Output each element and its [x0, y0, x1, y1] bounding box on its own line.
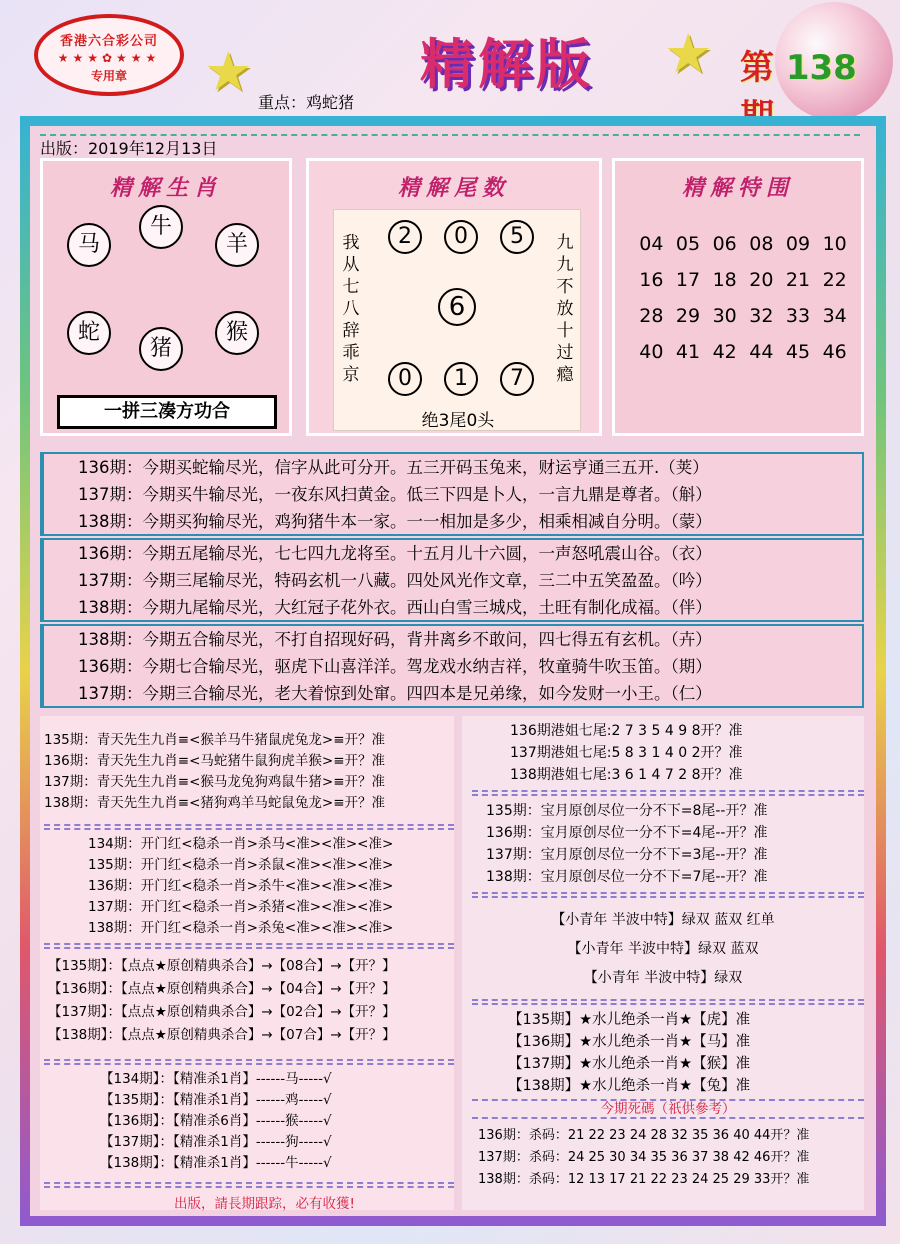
verse-line: 137期：今期三尾输尽光，特码玄机一八藏。四处风光作文章，三二中五笑盈盈。（吟） — [78, 571, 712, 590]
special-number: 20 — [749, 269, 774, 291]
special-number: 10 — [822, 233, 847, 255]
kaimen-line: 137期：开门红<稳杀一肖>杀猪<准><准><准> — [88, 899, 394, 915]
verse-line: 136期：今期七合输尽光，驱虎下山喜洋洋。驾龙戏水纳吉祥，牧童骑牛吹玉笛。（期） — [78, 657, 712, 676]
zodiac-panel — [40, 158, 292, 436]
divider — [472, 790, 864, 796]
special-number: 28 — [639, 305, 664, 327]
left-verse — [342, 232, 360, 386]
special-number: 45 — [785, 341, 811, 363]
footer-note: 出版，請長期跟踪，必有收獲! — [174, 1196, 355, 1212]
tail-panel — [306, 158, 602, 436]
diandian-line: 【136期】：【点点★原创精典杀合】→【04合】→【开？】 — [48, 981, 396, 997]
right-verse — [556, 232, 574, 386]
divider — [472, 892, 864, 898]
jingzhun-line: 【136期】：【精准杀6肖】------猴-----√ — [100, 1113, 332, 1129]
special-number: 41 — [675, 341, 701, 363]
star-icon-left: ★ — [204, 40, 253, 103]
kaimen-line: 136期：开门红<稳杀一肖>杀牛<准><准><准> — [88, 878, 394, 894]
kaimen-line: 135期：开门红<稳杀一肖>杀鼠<准><准><准> — [88, 857, 394, 873]
special-number: 08 — [749, 233, 774, 255]
verse-box-combo — [40, 624, 864, 708]
seal-line-3: 专用章 — [90, 69, 127, 83]
kaimen-line: 138期：开门红<稳杀一肖>杀兔<准><准><准> — [88, 920, 394, 936]
zodiac-circle: 猪 — [139, 327, 183, 371]
verse-char: 十 — [556, 321, 574, 341]
special-panel — [612, 158, 864, 436]
divider — [44, 943, 454, 949]
right-lower-panel — [462, 716, 864, 1210]
xiaoqing-line: 【小青年 半波中特】绿双 蓝双 红单 — [551, 912, 775, 928]
verse-char: 放 — [556, 299, 574, 319]
special-number: 32 — [749, 305, 774, 327]
baoyue-line: 138期：宝月原创尽位一分不下=7尾--开？准 — [486, 869, 768, 885]
special-panel-title: 精解特围 — [681, 176, 794, 201]
special-number: 34 — [822, 305, 847, 327]
verse-char: 过 — [556, 343, 574, 363]
gangjie-block — [472, 720, 864, 786]
jingzhun-line: 【138期】：【精准杀1肖】------牛-----√ — [100, 1155, 332, 1171]
seal-line-1: 香港六合彩公司 — [59, 34, 158, 49]
special-number: 46 — [822, 341, 847, 363]
death-line: 138期：杀码：12 13 17 21 22 23 24 25 29 33开？准 — [478, 1172, 810, 1187]
zodiac-circle: 蛇 — [67, 311, 111, 355]
tail-box — [333, 209, 581, 431]
verse-line: 138期：今期五合输尽光，不打自招现好码，背井离乡不敢问，四七得五有玄机。（卉） — [78, 630, 712, 649]
special-number: 22 — [822, 269, 847, 291]
divider — [44, 1182, 454, 1188]
verse-char: 我 — [342, 233, 360, 253]
shuier-line: 【137期】★水儿绝杀一肖★【猴】准 — [508, 1056, 751, 1072]
verse-line: 137期：今期三合输尽光，老大着惊到处窜。四四本是兄弟缘，如今发财一小王。（仁） — [78, 684, 712, 703]
gangjie-line: 137期港姐七尾:5 8 3 1 4 0 2开？准 — [510, 745, 743, 761]
kaimen-block — [44, 834, 454, 939]
special-number: 06 — [712, 233, 737, 255]
divider — [472, 999, 864, 1005]
death-line: 136期：杀码：21 22 23 24 28 32 35 36 40 44开？准 — [478, 1128, 810, 1143]
tail-digit: 5 — [500, 220, 534, 254]
zodiac-circle: 猴 — [215, 311, 259, 355]
baoyue-line: 136期：宝月原创尽位一分不下=4尾--开？准 — [486, 825, 768, 841]
tail-digit: 0 — [388, 362, 422, 396]
verse-char: 九 — [556, 233, 574, 253]
tail-digit: 1 — [444, 362, 478, 396]
diandian-line: 【137期】：【点点★原创精典杀合】→【02合】→【开？】 — [48, 1004, 396, 1020]
verse-line: 136期：今期买蛇输尽光，信字从此可分开。五三开码玉兔来，财运亨通三五开.（荚） — [78, 458, 709, 477]
tail-panel-title: 精解尾数 — [397, 176, 510, 201]
seal-line-2: ★★★✿★★★ — [57, 51, 161, 65]
diandian-block — [44, 955, 454, 1047]
qingtian-line: 136期：青天先生九肖≡<马蛇猪牛鼠狗虎羊猴>≡开？准 — [44, 753, 386, 769]
star-icon-right: ★ — [664, 22, 713, 85]
death-block — [472, 1125, 864, 1191]
verse-line: 138期：今期九尾输尽光，大红冠子花外衣。西山白雪三城戍，土旺有制化成福。（伴） — [78, 598, 712, 617]
special-number: 30 — [712, 305, 737, 327]
shuier-line: 【136期】★水儿绝杀一肖★【马】准 — [508, 1034, 751, 1050]
zodiac-circle: 羊 — [215, 223, 259, 267]
kaimen-line: 134期：开门红<稳杀一肖>杀马<准><准><准> — [88, 836, 394, 852]
qingtian-line: 138期：青天先生九肖≡<猪狗鸡羊马蛇鼠兔龙>≡开？准 — [44, 795, 386, 811]
xiaoqing-line: 【小青年 半波中特】绿双 — [583, 970, 743, 986]
xiaoqing-line: 【小青年 半波中特】绿双 蓝双 — [567, 941, 759, 957]
qingtian-line: 135期：青天先生九肖≡<猴羊马牛猪鼠虎兔龙>≡开？准 — [44, 732, 386, 748]
tail-digit: 2 — [388, 220, 422, 254]
combo-label: 一拼三凑方功合 — [57, 395, 277, 429]
tail-digit-center: 6 — [438, 288, 476, 326]
death-line: 137期：杀码：24 25 30 34 35 36 37 38 42 46开？准 — [478, 1150, 810, 1165]
tail-digit: 0 — [444, 220, 478, 254]
zodiac-circle: 牛 — [139, 205, 183, 249]
verse-char: 京 — [342, 365, 360, 385]
shuier-block — [472, 1009, 864, 1097]
special-number: 44 — [749, 341, 774, 363]
verse-box-tail — [40, 538, 864, 622]
special-number: 21 — [785, 269, 811, 291]
qingtian-line: 137期：青天先生九肖≡<猴马龙兔狗鸡鼠牛猪>≡开？准 — [44, 774, 386, 790]
special-number: 40 — [639, 341, 664, 363]
verse-char: 辞 — [342, 321, 360, 341]
verse-char: 八 — [342, 299, 360, 319]
verse-line: 136期：今期五尾输尽光，七七四九龙将至。十五月儿十六圆，一声怒吼震山谷。（衣） — [78, 544, 712, 563]
issue-value: 138 — [785, 48, 857, 88]
company-seal — [34, 14, 184, 96]
verse-char: 乖 — [342, 343, 360, 363]
special-number: 05 — [675, 233, 701, 255]
death-title: 今期死碼（祇供參考） — [472, 1099, 864, 1119]
tail-note: 绝3尾0头 — [421, 411, 495, 431]
jingzhun-block — [44, 1069, 454, 1174]
gangjie-line: 136期港姐七尾:2 7 3 5 4 9 8开？准 — [510, 723, 743, 739]
left-lower-panel — [40, 716, 454, 1210]
verse-box-zodiac — [40, 452, 864, 536]
jingzhun-line: 【134期】：【精准杀1肖】------马-----√ — [100, 1071, 332, 1087]
special-number: 18 — [712, 269, 737, 291]
diandian-line: 【138期】：【点点★原创精典杀合】→【07合】→【开？】 — [48, 1027, 396, 1043]
special-number: 33 — [785, 305, 811, 327]
divider — [44, 1059, 454, 1065]
baoyue-line: 135期：宝月原创尽位一分不下=8尾--开？准 — [486, 803, 768, 819]
page-title: 精解版 — [420, 33, 594, 96]
publish-date: 出版：2019年12月13日 — [40, 134, 860, 156]
baoyue-block — [472, 800, 864, 888]
verse-line: 137期：今期买牛输尽光，一夜东风扫黄金。低三下四是卜人，一言九鼎是尊者。（斛） — [78, 485, 712, 504]
focus-text: 重点：鸡蛇猪 — [258, 93, 355, 112]
jingzhun-line: 【135期】：【精准杀1肖】------鸡-----√ — [100, 1092, 332, 1108]
issue-prefix: 第 — [740, 48, 774, 88]
special-number: 17 — [675, 269, 701, 291]
special-number: 09 — [785, 233, 811, 255]
diandian-line: 【135期】：【点点★原创精典杀合】→【08合】→【开？】 — [48, 958, 396, 974]
special-number: 42 — [712, 341, 737, 363]
special-number-grid — [633, 233, 853, 363]
verse-char: 九 — [556, 255, 574, 275]
special-number: 29 — [675, 305, 701, 327]
shuier-line: 【135期】★水儿绝杀一肖★【虎】准 — [508, 1012, 751, 1028]
shuier-line: 【138期】★水儿绝杀一肖★【兔】准 — [508, 1078, 751, 1094]
special-number: 16 — [639, 269, 664, 291]
xiaoqing-block — [472, 906, 864, 993]
verse-char: 不 — [556, 277, 574, 297]
gangjie-line: 138期港姐七尾:3 6 1 4 7 2 8开？准 — [510, 767, 743, 783]
tail-digit: 7 — [500, 362, 534, 396]
special-number: 04 — [639, 233, 664, 255]
divider — [44, 824, 454, 830]
jingzhun-line: 【137期】：【精准杀1肖】------狗-----√ — [100, 1134, 332, 1150]
zodiac-panel-title: 精解生肖 — [109, 176, 222, 201]
zodiac-circle: 马 — [67, 223, 111, 267]
verse-char: 瘾 — [556, 365, 574, 385]
verse-char: 从 — [342, 255, 360, 275]
baoyue-line: 137期：宝月原创尽位一分不下=3尾--开？准 — [486, 847, 768, 863]
verse-line: 138期：今期买狗输尽光，鸡狗猪牛本一家。一一相加是多少，相乘相减自分明。（蒙） — [78, 512, 712, 531]
verse-char: 七 — [342, 277, 360, 297]
